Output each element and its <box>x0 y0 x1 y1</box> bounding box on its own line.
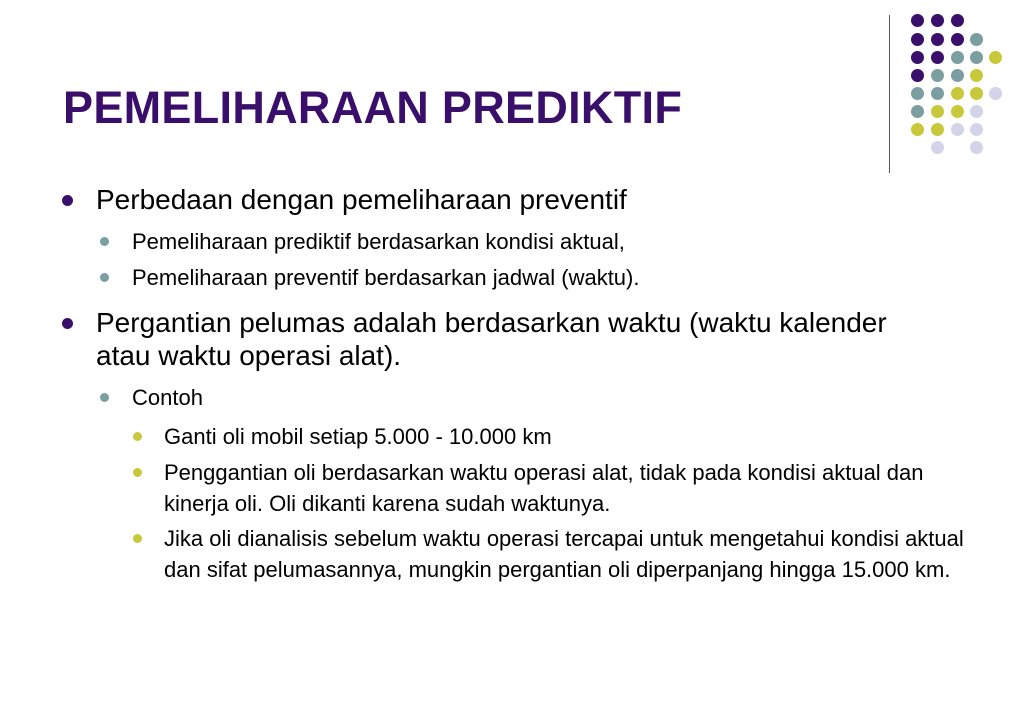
bullet-dot-icon <box>100 393 109 402</box>
bullet-text: Pemeliharaan prediktif berdasarkan kondisi aktual, <box>132 229 625 254</box>
bullet-level2 <box>132 228 952 255</box>
bullet-text: Jika oli dianalisis sebelum waktu operasi tercapai untuk mengetahui kondisi aktual dan sifat pelumasannya, mungkin pergantian oli diperpanjang hingga 15.000 km. <box>164 526 964 582</box>
bullet-text: Pemeliharaan preventif berdasarkan jadwal (waktu). <box>132 265 640 290</box>
bullet-level1 <box>96 183 946 216</box>
bullet-text: Ganti oli mobil setiap 5.000 - 10.000 km <box>164 424 552 449</box>
bullet-dot-icon <box>133 432 142 441</box>
bullet-level1 <box>96 306 946 372</box>
bullet-dot-icon <box>100 273 109 282</box>
bullet-level2 <box>132 384 952 411</box>
bullet-level3 <box>164 457 964 519</box>
slide-title: PEMELIHARAAN PREDIKTIF <box>63 82 683 133</box>
bullet-dot-icon <box>133 534 142 543</box>
bullet-level3 <box>164 523 964 585</box>
bullet-dot-icon <box>62 195 73 206</box>
bullet-dot-icon <box>133 468 142 477</box>
bullet-dot-icon <box>62 318 73 329</box>
bullet-level2 <box>132 264 952 291</box>
bullet-text: Penggantian oli berdasarkan waktu operasi alat, tidak pada kondisi aktual dan kinerja oli. Oli dikanti karena sudah waktunya. <box>164 460 924 516</box>
bullet-dot-icon <box>100 237 109 246</box>
bullet-level3 <box>164 421 964 452</box>
bullet-text: Perbedaan dengan pemeliharaan preventif <box>96 184 627 215</box>
bullet-text: Contoh <box>132 385 203 410</box>
bullet-text: Pergantian pelumas adalah berdasarkan waktu (waktu kalender atau waktu operasi alat). <box>96 307 887 371</box>
